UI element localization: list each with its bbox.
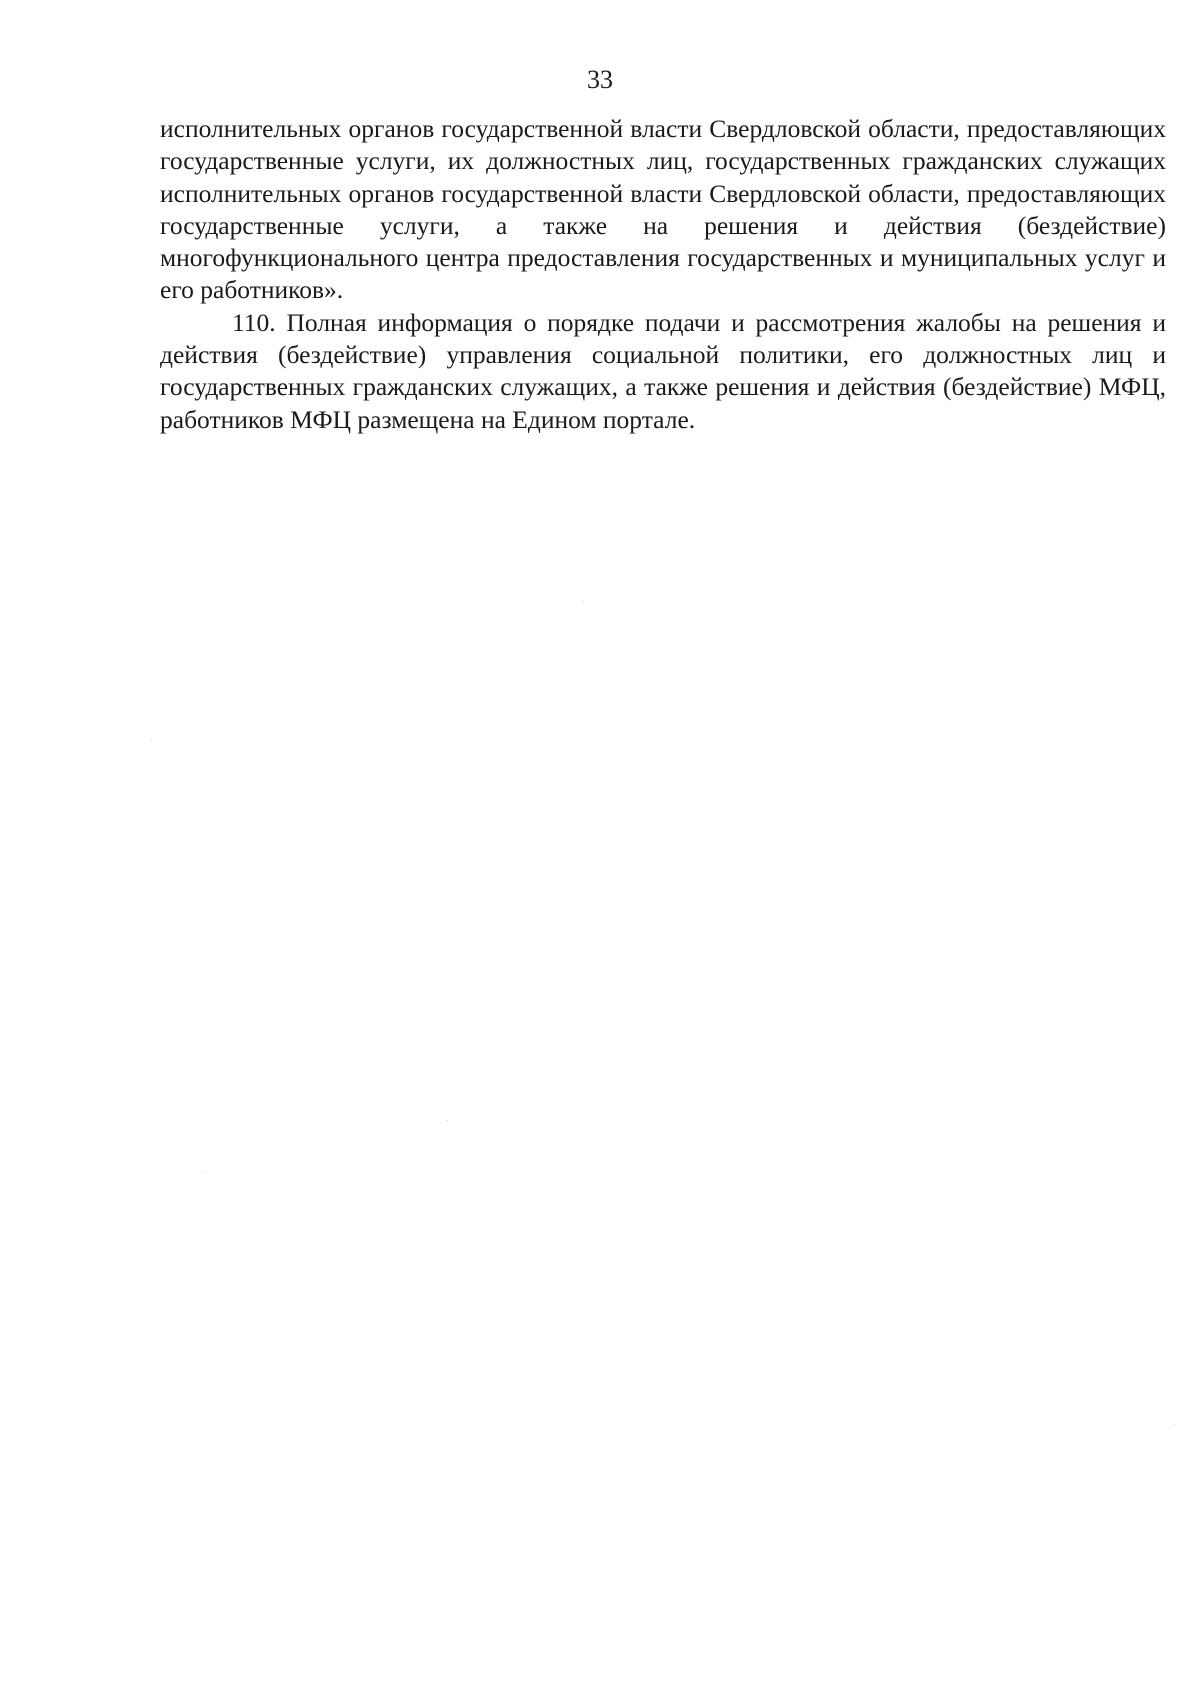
scan-speck [447,1120,448,1121]
scan-speck [1173,1424,1174,1425]
page-number: 33 [587,65,613,94]
paragraph-continuation: исполнительных органов государственной власти Свердловской области, предоставляющих государственные услуги, их должностных лиц, государственных гражданских служащих исполнительных органов государственной власти Свердловской области, предоставляющих государственные услуги, а также на решения и действия (бездействие) многофункционального центра предоставления государственных и муниципальных услуг и его работников». [160,114,1166,305]
scan-speck [205,1172,206,1173]
paragraph-110: 110. Полная информация о порядке подачи и рассмотрения жалобы на решения и действия (бездействие) управления социальной политики, его должностных лиц и государственных гражданских служащих, а также решения и действия (бездействие) МФЦ, работников МФЦ размещена на Едином портале. [160,307,1166,434]
scan-speck [583,601,584,602]
document-body [160,113,1166,436]
scan-speck [151,739,152,740]
